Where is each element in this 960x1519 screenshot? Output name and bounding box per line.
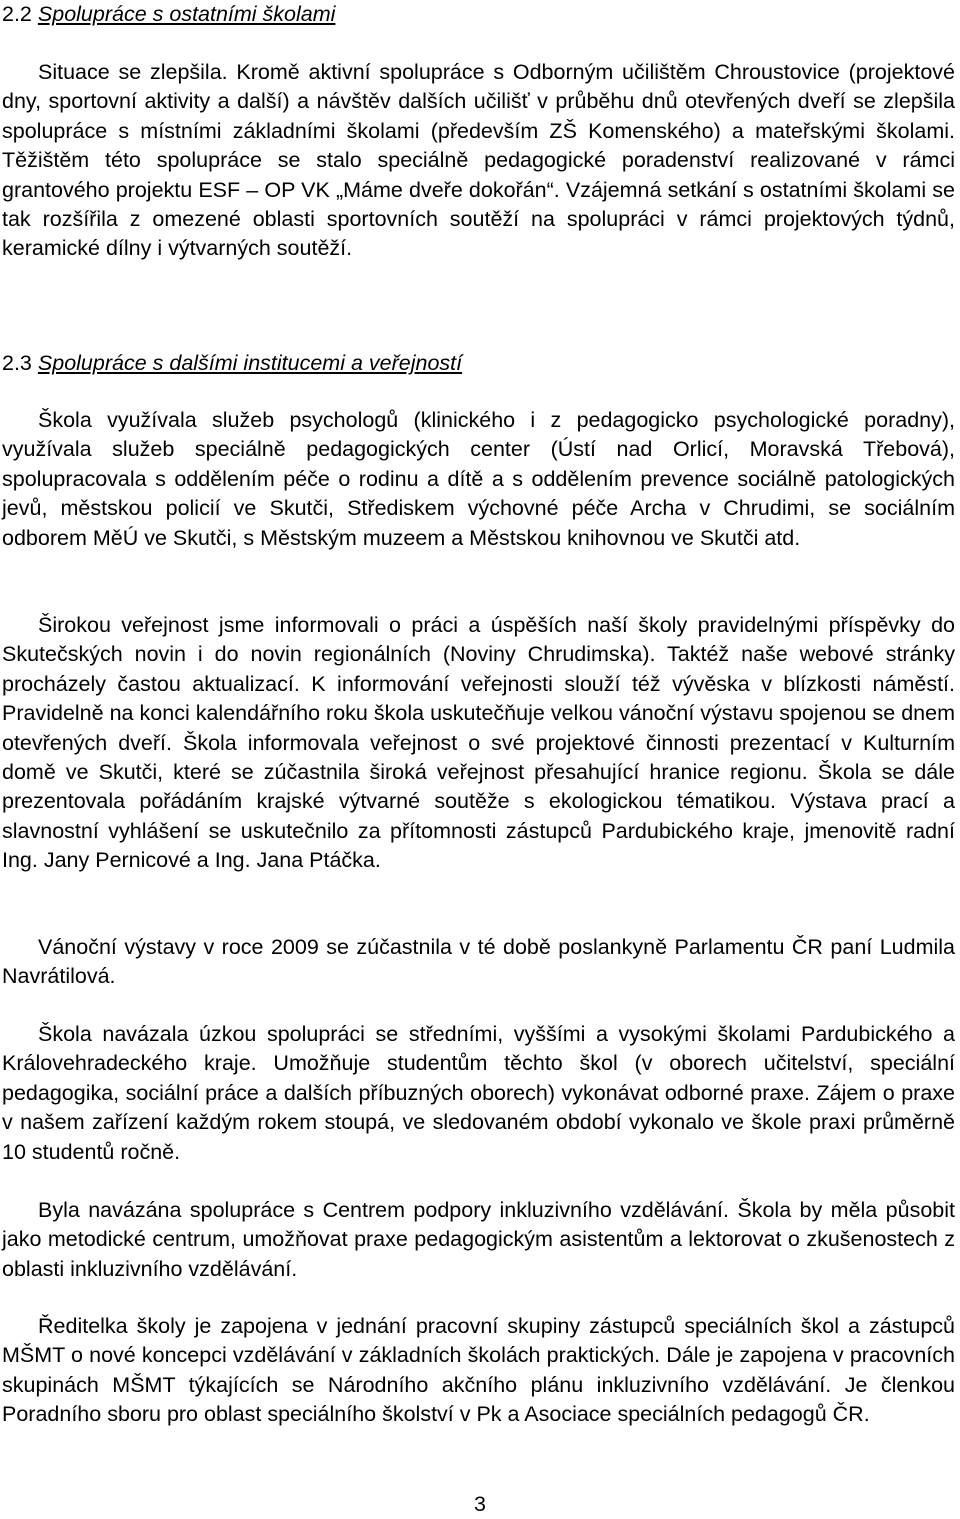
section-heading-2-3 — [2, 349, 462, 378]
paragraph: Širokou veřejnost jsme informovali o práci a úspěších naší školy pravidelnými příspěvky do Skutečských novin i do novin regionálních (Noviny Chrudimska). Taktéž naše webové stránky procházely častou aktualizací. K informování veřejnosti slouží též vývěska v blízkosti náměstí. Pravidelně na konci kalendářního roku škola uskutečňuje velkou vánoční výstavu spojenou se dnem otevřených dveří. Škola informovala veřejnost o své projektové činnosti prezentací v Kulturním domě ve Skutči, které se zúčastnila široká veřejnost přesahující hranice regionu. Škola se dále prezentovala pořádáním krajské výtvarné soutěže s ekologickou tématikou. Výstava prací a slavnostní vyhlášení se uskutečnilo za přítomnosti zástupců Pardubického kraje, jmenovitě radní Ing. Jany Pernicové a Ing. Jana Ptáčka. — [2, 613, 955, 873]
paragraph: Vánoční výstavy v roce 2009 se zúčastnila v té době poslankyně Parlamentu ČR paní Ludmila Navrátilová. — [2, 935, 955, 989]
section-heading-2-2 — [2, 0, 335, 29]
paragraph: Škola využívala služeb psychologů (klinického i z pedagogicko psychologické poradny), využívala služeb speciálně pedagogických center (Ústí nad Orlicí, Moravská Třebová), spolupracovala s oddělením péče o rodinu a dítě a s oddělením prevence sociálně patologických jevů, městskou policií ve Skutči, Střediskem výchovné péče Archa v Chrudimi, se sociálním odborem MěÚ ve Skutči, s Městským muzeem a Městskou knihovnou ve Skutči atd. — [2, 408, 955, 550]
paragraph: Byla navázána spolupráce s Centrem podpory inkluzivního vzdělávání. Škola by měla působit jako metodické centrum, umožňovat praxe pedagogickým asistentům a lektorovat o zkušenostech z oblasti inkluzivního vzdělávání. — [2, 1198, 955, 1281]
paragraph: Škola navázala úzkou spolupráci se středními, vyššími a vysokými školami Pardubického a Královehradeckého kraje. Umožňuje studentům těchto škol (v oborech učitelství, speciální pedagogika, sociální práce a dalších příbuzných oborech) vykonávat odborné praxe. Zájem o praxe v našem zařízení každým rokem stoupá, ve sledovaném období vykonalo ve škole praxi průměrně 10 studentů ročně. — [2, 1022, 955, 1164]
page-number: 3 — [474, 1492, 486, 1516]
section-title: Spolupráce s ostatními školami — [37, 2, 336, 26]
section-number: 2.2 — [2, 2, 32, 26]
section-title: Spolupráce s dalšími institucemi a veřejností — [37, 351, 463, 375]
paragraph: Ředitelka školy je zapojena v jednání pracovní skupiny zástupců speciálních škol a zástupců MŠMT o nové koncepci vzdělávání v základních školách praktických. Dále je zapojena v pracovních skupinách MŠMT týkajících se Národního akčního plánu inkluzivního vzdělávání. Je členkou Poradního sboru pro oblast speciálního školství v Pk a Asociace speciálních pedagogů ČR. — [2, 1314, 955, 1427]
paragraph: Situace se zlepšila. Kromě aktivní spolupráce s Odborným učilištěm Chroustovice (projektové dny, sportovní aktivity a další) a návštěv dalších učilišť v průběhu dnů otevřených dveří se zlepšila spolupráce s místními základními školami (především ZŠ Komenského) a mateřskými školami. Těžištěm této spolupráce se stalo speciálně pedagogické poradenství realizované v rámci grantového projektu ESF – OP VK „Máme dveře dokořán“. Vzájemná setkání s ostatními školami se tak rozšířila z omezené oblasti sportovních soutěží na spolupráci v rámci projektových týdnů, keramické dílny i výtvarných soutěží. — [2, 60, 955, 261]
section-number: 2.3 — [2, 351, 32, 375]
